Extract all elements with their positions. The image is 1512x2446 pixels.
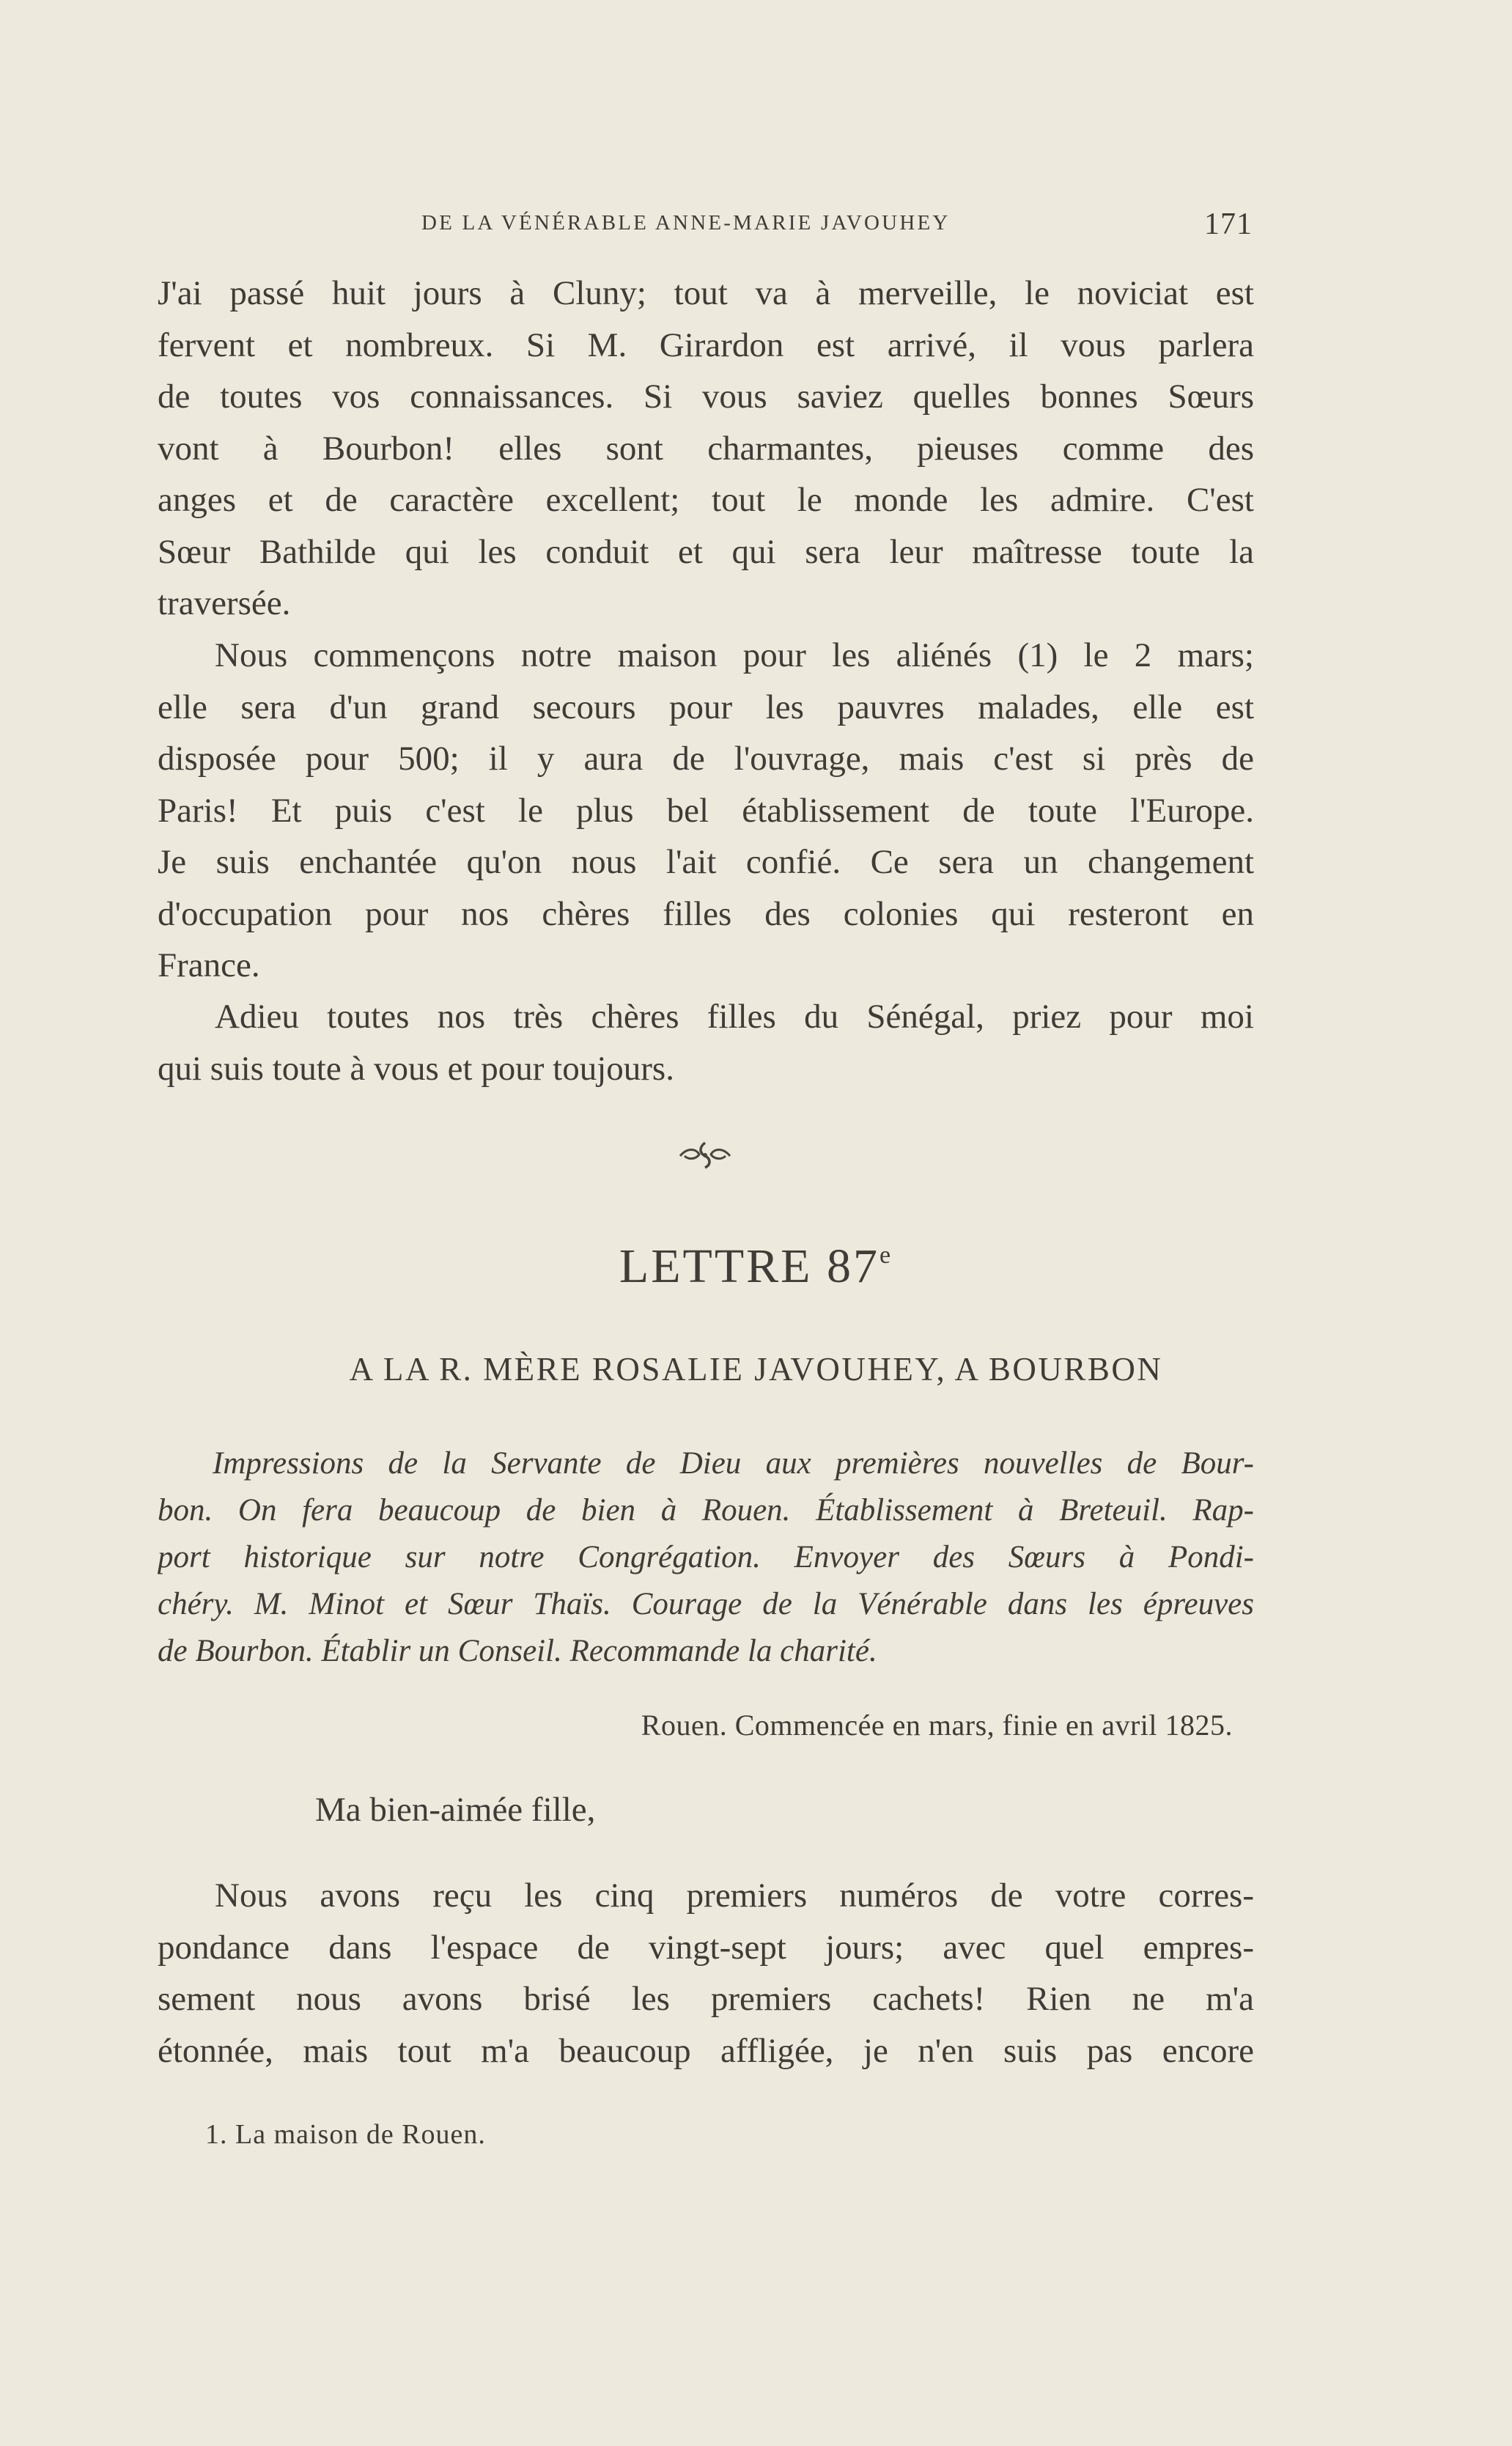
summary-line: chéry. M. Minot et Sœur Thaïs. Courage de la Vénérable dans les épreuves — [158, 1587, 1254, 1621]
page-number: 171 — [1204, 207, 1253, 241]
fleuron-ornament-icon — [677, 1140, 733, 1169]
text-line: disposée pour 500; il y aura de l'ouvrage, mais c'est si près de — [158, 740, 1254, 778]
letter-title-superscript: e — [879, 1242, 893, 1269]
summary-line: de Bourbon. Établir un Conseil. Recommande la charité. — [158, 1634, 877, 1668]
text-line: sement nous avons brisé les premiers cachets! Rien ne m'a — [158, 1980, 1254, 2018]
text-line: J'ai passé huit jours à Cluny; tout va à merveille, le noviciat est — [158, 274, 1254, 312]
text-line: Sœur Bathilde qui les conduit et qui sera leur maîtresse toute la — [158, 532, 1254, 571]
text-line: Paris! Et puis c'est le plus bel établissement de toute l'Europe. — [158, 791, 1254, 830]
letter-dateline: Rouen. Commencée en mars, finie en avril 1825. — [641, 1709, 1233, 1742]
paragraph-1 — [158, 268, 1254, 630]
letter-title — [0, 1239, 1512, 1294]
text-line: fervent et nombreux. Si M. Girardon est arrivé, il vous parlera — [158, 325, 1254, 364]
paragraph-3 — [158, 991, 1254, 1094]
text-line: Nous commençons notre maison pour les aliénés (1) le 2 mars; — [215, 636, 1254, 674]
paragraph-2 — [158, 630, 1254, 992]
summary-line: bon. On fera beaucoup de bien à Rouen. Établissement à Breteuil. Rap- — [158, 1493, 1254, 1528]
letter-title-main: LETTRE 87 — [619, 1239, 879, 1293]
text-line: de toutes vos connaissances. Si vous saviez quelles bonnes Sœurs — [158, 377, 1254, 416]
text-line: vont à Bourbon! elles sont charmantes, pieuses comme des — [158, 429, 1254, 468]
letter-summary — [158, 1440, 1254, 1675]
text-line: pondance dans l'espace de vingt-sept jours; avec quel empres- — [158, 1928, 1254, 1967]
letter-body — [158, 1870, 1254, 2077]
text-line: étonnée, mais tout m'a beaucoup affligée, je n'en suis pas encore — [158, 2031, 1254, 2070]
text-line: Nous avons reçu les cinq premiers numéros de votre corres- — [215, 1876, 1254, 1915]
text-line: d'occupation pour nos chères filles des colonies qui resteront en — [158, 894, 1254, 933]
text-line: qui suis toute à vous et pour toujours. — [158, 1049, 674, 1088]
text-line: traversée. — [158, 584, 291, 622]
text-line: Je suis enchantée qu'on nous l'ait confié. Ce sera un changement — [158, 843, 1254, 881]
letter-recipient: A LA R. MÈRE ROSALIE JAVOUHEY, A BOURBON — [349, 1351, 1163, 1388]
letter-salutation: Ma bien-aimée fille, — [315, 1791, 596, 1829]
text-line: elle sera d'un grand secours pour les pauvres malades, elle est — [158, 688, 1254, 726]
running-head — [421, 207, 1257, 243]
running-title: DE LA VÉNÉRABLE ANNE-MARIE JAVOUHEY — [421, 211, 951, 235]
summary-line: Impressions de la Servante de Dieu aux premières nouvelles de Bour- — [213, 1446, 1254, 1481]
text-line: France. — [158, 946, 260, 984]
text-line: anges et de caractère excellent; tout le monde les admire. C'est — [158, 481, 1254, 519]
text-line: Adieu toutes nos très chères filles du Sénégal, priez pour moi — [215, 998, 1254, 1036]
footnote: 1. La maison de Rouen. — [205, 2119, 486, 2150]
summary-line: port historique sur notre Congrégation. Envoyer des Sœurs à Pondi- — [158, 1540, 1254, 1574]
